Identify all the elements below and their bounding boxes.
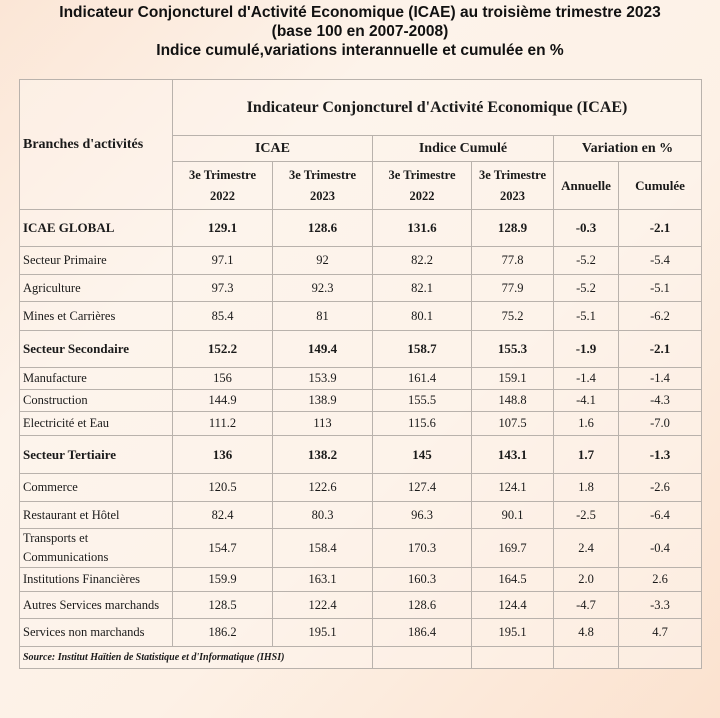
- table-cell: 4.8: [554, 619, 619, 647]
- table-row: [20, 619, 702, 647]
- table-cell: 81: [273, 302, 373, 331]
- table-cell: 128.5: [173, 592, 273, 619]
- table-row: [20, 390, 702, 412]
- table-cell: 149.4: [273, 331, 373, 368]
- table-cell: 155.3: [472, 331, 554, 368]
- table-cell: 92: [273, 247, 373, 275]
- table-row: [20, 436, 702, 474]
- table-cell: -4.1: [554, 390, 619, 412]
- table-cell: 82.1: [373, 275, 472, 302]
- table-cell: -2.6: [619, 474, 702, 502]
- table-cell: -2.5: [554, 502, 619, 529]
- table-cell: -5.1: [619, 275, 702, 302]
- branch-name: Secteur Primaire: [20, 247, 173, 275]
- table-cell: 138.2: [273, 436, 373, 474]
- table-row: [20, 529, 702, 568]
- table-cell: 92.3: [273, 275, 373, 302]
- table-cell: 158.4: [273, 529, 373, 568]
- table-cell: 122.4: [273, 592, 373, 619]
- branch-name: Construction: [20, 390, 173, 412]
- empty-cell: [373, 647, 472, 669]
- table-row: [20, 474, 702, 502]
- table-cell: 148.8: [472, 390, 554, 412]
- table-cell: 2.6: [619, 568, 702, 592]
- table-cell: 159.1: [472, 368, 554, 390]
- group-header-variation: Variation en %: [554, 136, 702, 162]
- source-row: [20, 647, 702, 669]
- page-subtitle: Indice cumulé,variations interannuelle et cumulée en %: [156, 42, 564, 59]
- branch-name: ICAE GLOBAL: [20, 210, 173, 247]
- table-cell: 155.5: [373, 390, 472, 412]
- table-cell: -7.0: [619, 412, 702, 436]
- table-cell: 170.3: [373, 529, 472, 568]
- table-cell: 122.6: [273, 474, 373, 502]
- variation-cumulative-header: Cumulée: [619, 162, 702, 210]
- table-cell: -4.3: [619, 390, 702, 412]
- quarter-header: 3e Trimestre 2023: [273, 162, 373, 210]
- table-cell: -5.2: [554, 247, 619, 275]
- table-cell: 158.7: [373, 331, 472, 368]
- table-cell: 153.9: [273, 368, 373, 390]
- quarter-header: 3e Trimestre 2023: [472, 162, 554, 210]
- table-cell: 77.8: [472, 247, 554, 275]
- branch-name: Secteur Secondaire: [20, 331, 173, 368]
- table-cell: -3.3: [619, 592, 702, 619]
- table-row: [20, 302, 702, 331]
- table-cell: 1.7: [554, 436, 619, 474]
- table-cell: 128.6: [273, 210, 373, 247]
- table-cell: 85.4: [173, 302, 273, 331]
- table-cell: 186.2: [173, 619, 273, 647]
- table-cell: -5.2: [554, 275, 619, 302]
- quarter-header: 3e Trimestre 2022: [173, 162, 273, 210]
- table-cell: -6.4: [619, 502, 702, 529]
- table-row: [20, 247, 702, 275]
- table-cell: 77.9: [472, 275, 554, 302]
- table-cell: 163.1: [273, 568, 373, 592]
- table-row: [20, 275, 702, 302]
- icae-table: [19, 79, 702, 669]
- table-cell: 80.1: [373, 302, 472, 331]
- table-cell: 96.3: [373, 502, 472, 529]
- table-cell: -4.7: [554, 592, 619, 619]
- table-cell: 97.3: [173, 275, 273, 302]
- table-cell: 164.5: [472, 568, 554, 592]
- table-cell: 186.4: [373, 619, 472, 647]
- table-cell: 128.9: [472, 210, 554, 247]
- table-cell: 75.2: [472, 302, 554, 331]
- source-note: Source: Institut Haïtien de Statistique et d'Informatique (IHSI): [20, 647, 373, 669]
- table-cell: 1.8: [554, 474, 619, 502]
- table-cell: 129.1: [173, 210, 273, 247]
- table-cell: -0.4: [619, 529, 702, 568]
- group-header-cumul: Indice Cumulé: [373, 136, 554, 162]
- table-cell: 128.6: [373, 592, 472, 619]
- quarter-header: 3e Trimestre 2022: [373, 162, 472, 210]
- page-subtitle-base: (base 100 en 2007-2008): [271, 23, 449, 40]
- branch-name: Agriculture: [20, 275, 173, 302]
- super-header: Indicateur Conjoncturel d'Activité Economique (ICAE): [173, 80, 702, 136]
- branch-header: Branches d'activités: [20, 80, 173, 210]
- table-cell: 195.1: [273, 619, 373, 647]
- branch-name: Electricité et Eau: [20, 412, 173, 436]
- table-cell: 145: [373, 436, 472, 474]
- table-cell: -6.2: [619, 302, 702, 331]
- table-cell: 124.4: [472, 592, 554, 619]
- table-row: [20, 331, 702, 368]
- branch-name: Autres Services marchands: [20, 592, 173, 619]
- empty-cell: [619, 647, 702, 669]
- page-title: Indicateur Conjoncturel d'Activité Economique (ICAE) au troisième trimestre 2023: [59, 4, 661, 21]
- table-cell: 124.1: [472, 474, 554, 502]
- table-cell: 127.4: [373, 474, 472, 502]
- table-cell: 82.2: [373, 247, 472, 275]
- branch-name: Commerce: [20, 474, 173, 502]
- table-cell: 120.5: [173, 474, 273, 502]
- table-cell: 82.4: [173, 502, 273, 529]
- table-cell: 111.2: [173, 412, 273, 436]
- group-header-icae: ICAE: [173, 136, 373, 162]
- table-cell: 159.9: [173, 568, 273, 592]
- table-cell: 195.1: [472, 619, 554, 647]
- table-cell: 90.1: [472, 502, 554, 529]
- variation-annual-header: Annuelle: [554, 162, 619, 210]
- table-cell: 138.9: [273, 390, 373, 412]
- table-cell: -0.3: [554, 210, 619, 247]
- page-title-block: [0, 3, 720, 60]
- table-row: [20, 368, 702, 390]
- table-cell: 143.1: [472, 436, 554, 474]
- table-cell: 169.7: [472, 529, 554, 568]
- empty-cell: [472, 647, 554, 669]
- table-cell: -5.4: [619, 247, 702, 275]
- branch-name: Services non marchands: [20, 619, 173, 647]
- table-cell: 115.6: [373, 412, 472, 436]
- table-cell: 107.5: [472, 412, 554, 436]
- branch-name: Institutions Financières: [20, 568, 173, 592]
- branch-name: Transports et Communications: [20, 529, 173, 568]
- table-cell: 113: [273, 412, 373, 436]
- table-cell: 2.0: [554, 568, 619, 592]
- table-cell: 156: [173, 368, 273, 390]
- table-cell: 80.3: [273, 502, 373, 529]
- table-cell: 144.9: [173, 390, 273, 412]
- table-cell: -2.1: [619, 210, 702, 247]
- table-cell: 154.7: [173, 529, 273, 568]
- table-row: [20, 568, 702, 592]
- table-cell: 2.4: [554, 529, 619, 568]
- table-cell: -1.3: [619, 436, 702, 474]
- table-cell: 161.4: [373, 368, 472, 390]
- table-cell: -2.1: [619, 331, 702, 368]
- branch-name: Secteur Tertiaire: [20, 436, 173, 474]
- table-cell: -1.9: [554, 331, 619, 368]
- table-cell: 1.6: [554, 412, 619, 436]
- table-cell: 131.6: [373, 210, 472, 247]
- table-cell: 97.1: [173, 247, 273, 275]
- table-cell: -1.4: [619, 368, 702, 390]
- table-row: [20, 412, 702, 436]
- branch-name: Restaurant et Hôtel: [20, 502, 173, 529]
- table-row: [20, 502, 702, 529]
- table-cell: 160.3: [373, 568, 472, 592]
- table-cell: -5.1: [554, 302, 619, 331]
- table-row: [20, 592, 702, 619]
- table-cell: 4.7: [619, 619, 702, 647]
- branch-name: Mines et Carrières: [20, 302, 173, 331]
- empty-cell: [554, 647, 619, 669]
- table-cell: 136: [173, 436, 273, 474]
- table-cell: 152.2: [173, 331, 273, 368]
- branch-name: Manufacture: [20, 368, 173, 390]
- table-cell: -1.4: [554, 368, 619, 390]
- table-row: [20, 210, 702, 247]
